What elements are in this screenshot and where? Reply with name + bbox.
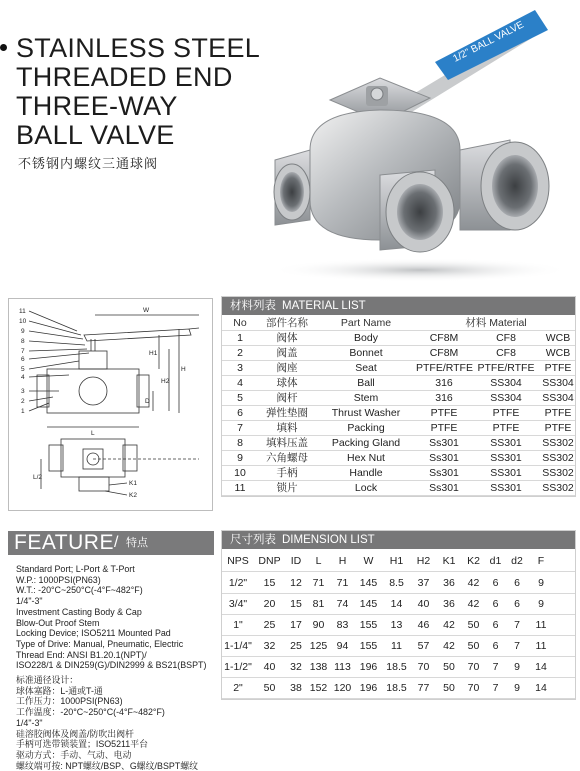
dimension-row <box>222 636 575 657</box>
dimension-cell: 9 <box>514 682 520 694</box>
material-cell-no: 3 <box>237 362 243 374</box>
dimension-cell: 13 <box>390 619 403 631</box>
material-cell-en: Ball <box>357 377 375 389</box>
feature-line-cn: 手柄可选带锁装置；ISO5211平台 <box>16 739 148 750</box>
dimension-list-table <box>221 530 576 700</box>
dim-label-k1: K1 <box>129 480 137 487</box>
material-cell-m3: WCB <box>545 332 571 344</box>
material-row <box>222 436 575 451</box>
dimension-cell: 40 <box>263 661 276 673</box>
material-cell-cn: 阀体 <box>276 332 298 344</box>
material-cell-en: Body <box>354 332 378 344</box>
material-cell-m3: PTFE <box>544 362 572 374</box>
material-cell-m1: Ss301 <box>429 482 459 494</box>
dim-label-h2: H2 <box>161 378 170 385</box>
dimension-cell: 57 <box>417 640 430 652</box>
material-list-table <box>221 296 576 497</box>
material-cell-en: Thrust Washer <box>331 407 401 419</box>
material-cell-m3: SS302 <box>542 437 574 449</box>
feature-line: 1/4"-3" <box>16 596 43 607</box>
product-photo <box>270 0 580 285</box>
dimension-col-5: W <box>363 555 374 567</box>
dimension-cell: 14 <box>535 661 547 673</box>
material-cell-m1: PTFE <box>430 422 458 434</box>
dimension-col-12: F <box>537 555 545 567</box>
dimension-header-en: DIMENSION LIST <box>282 534 375 546</box>
dimension-cell: 1" <box>233 619 243 631</box>
dimension-cell: 71 <box>312 577 325 589</box>
material-cell-no: 7 <box>237 422 243 434</box>
dimension-cell: 70 <box>467 661 480 673</box>
material-cell-m2: PTFE <box>492 407 520 419</box>
feature-line: Thread End: ANSI B1.20.1(NPT)/ <box>16 649 147 660</box>
dimension-cell: 6 <box>492 598 499 610</box>
material-cell-en: Packing <box>347 422 385 434</box>
material-cell-m1: Ss301 <box>429 452 459 464</box>
part-label-7: 7 <box>21 348 25 355</box>
dimension-cell: 6 <box>492 619 499 631</box>
dimension-cell: 77 <box>417 682 430 694</box>
dimension-cell: 11 <box>535 640 547 652</box>
material-cell-m1: PTFE <box>430 407 458 419</box>
material-cell-m2: CF8 <box>496 332 516 344</box>
dimension-row <box>222 657 575 678</box>
material-cell-m1: CF8M <box>429 332 459 344</box>
dimension-cell: 36 <box>443 577 455 589</box>
dimension-cell: 11 <box>535 619 547 631</box>
dim-label-h: H <box>181 366 186 373</box>
material-cell-cn: 阀盖 <box>276 347 298 359</box>
part-label-5: 5 <box>21 366 25 373</box>
dimension-cell: 20 <box>263 598 276 610</box>
dimension-header-cn: 尺寸列表 <box>230 534 276 546</box>
dimension-cell: 18.5 <box>386 682 407 694</box>
material-cell-m2: PTFE <box>492 422 520 434</box>
dim-label-k2: K2 <box>129 492 137 499</box>
dimension-cell: 155 <box>359 619 378 631</box>
dim-label-w: W <box>143 307 150 314</box>
dimension-cell: 7 <box>492 661 499 673</box>
material-cell-m1: Ss301 <box>429 437 459 449</box>
dimension-cell: 9 <box>538 577 544 589</box>
feature-line: Locking Device; ISO5211 Mounted Pad <box>16 628 171 639</box>
material-cell-no: 5 <box>237 392 243 404</box>
material-cell-cn: 球体 <box>276 377 298 389</box>
material-cell-m2: SS301 <box>490 437 522 449</box>
title-line-1: STAINLESS STEEL <box>16 33 261 63</box>
dimension-cell: 42 <box>443 640 455 652</box>
feature-line: W.T.: -20°C~250°C(-4°F~482°F) <box>16 585 143 596</box>
material-cell-cn: 六角螺母 <box>266 452 308 464</box>
dimension-cell: 25 <box>263 619 276 631</box>
dimension-cell: 6 <box>514 577 520 589</box>
dimension-col-9: K2 <box>467 555 480 567</box>
material-cell-no: 4 <box>237 377 243 389</box>
part-label-8: 8 <box>21 338 25 345</box>
dimension-cell: 46 <box>417 619 430 631</box>
material-row <box>222 421 575 436</box>
dimension-cell: 15 <box>290 598 302 610</box>
material-cell-m1: 316 <box>435 392 453 404</box>
material-cell-m2: SS301 <box>490 452 522 464</box>
dimension-cell: 50 <box>263 682 276 694</box>
dimension-cell: 14 <box>390 598 403 610</box>
dimension-cell: 81 <box>312 598 325 610</box>
material-cell-m2: SS301 <box>490 482 522 494</box>
dimension-cell: 40 <box>417 598 430 610</box>
dimension-row <box>222 615 575 636</box>
material-cell-m3: SS302 <box>542 452 574 464</box>
feature-line-cn: 标准通径设计： <box>16 675 79 686</box>
dimension-cell: 18.5 <box>386 661 407 673</box>
material-cell-m1: CF8M <box>429 347 459 359</box>
dimension-cell: 8.5 <box>389 577 404 589</box>
material-row <box>222 466 575 481</box>
dimension-cell: 138 <box>309 661 328 673</box>
dimension-cell: 145 <box>359 598 378 610</box>
dimension-col-6: H1 <box>389 555 404 567</box>
title-line-4: BALL VALVE <box>16 120 175 150</box>
dimension-cell: 7 <box>492 682 499 694</box>
feature-header <box>8 531 214 555</box>
material-cell-m3: PTFE <box>544 422 572 434</box>
dimension-cell: 6 <box>514 598 520 610</box>
feature-line: W.P.: 1000PSI(PN63) <box>16 574 101 585</box>
material-cell-m1: 316 <box>435 377 453 389</box>
dimension-cell: 120 <box>333 682 352 694</box>
dimension-col-3: L <box>315 555 322 567</box>
dimension-cell: 196 <box>359 661 378 673</box>
dimension-cell: 36 <box>443 598 455 610</box>
dimension-row <box>222 594 575 615</box>
feature-line: Investment Casting Body & Cap <box>16 606 142 617</box>
material-row <box>222 376 575 391</box>
feature-line: Blow-Out Proof Stem <box>16 617 100 628</box>
dimension-cell: 70 <box>417 661 430 673</box>
dimension-cell: 196 <box>359 682 378 694</box>
dimension-cell: 155 <box>359 640 378 652</box>
feature-line-cn: 驱动方式：手动、气动、电动 <box>16 749 132 760</box>
part-label-11: 11 <box>19 308 26 315</box>
col-part-name: Part Name <box>340 317 392 329</box>
feature-line: Type of Drive: Manual, Pneumatic, Electric <box>16 638 184 649</box>
material-cell-no: 6 <box>237 407 243 419</box>
dimension-cell: 9 <box>538 598 544 610</box>
feature-line-cn: 1/4"-3" <box>16 717 43 728</box>
col-cn-name: 部件名称 <box>266 317 308 329</box>
feature-line-cn: 螺纹端可按: NPT螺纹/BSP、G螺纹/BSPT螺纹 <box>16 760 198 771</box>
feature-line-cn: 球体塞路：L-通或T-通 <box>16 685 103 696</box>
material-cell-en: Packing Gland <box>331 437 401 449</box>
feature-title: FEATURE <box>14 531 114 554</box>
part-label-9: 9 <box>21 328 25 335</box>
handle-label: 1/2" BALL VALVE <box>451 19 526 65</box>
material-cell-m3: WCB <box>545 347 571 359</box>
col-material: 材料 Material <box>465 317 527 329</box>
dimension-cell: 12 <box>290 577 302 589</box>
dimension-col-11: d2 <box>511 555 523 567</box>
material-cell-cn: 弹性垫圈 <box>266 407 308 419</box>
dimension-cell: 1-1/2" <box>224 661 252 673</box>
material-header-cn: 材料列表 <box>230 300 276 312</box>
material-row <box>222 451 575 466</box>
material-cell-en: Stem <box>353 392 379 404</box>
page-title <box>16 34 266 150</box>
feature-line-cn: 硅溶胶阀体及阀盖/防吹出阀杆 <box>16 728 134 739</box>
dim-label-l: L <box>91 430 95 437</box>
dimension-cell: 42 <box>467 598 480 610</box>
material-cell-m2: SS304 <box>490 392 522 404</box>
material-cell-no: 9 <box>237 452 243 464</box>
dimension-cell: 17 <box>290 619 302 631</box>
dimension-cell: 3/4" <box>228 598 248 610</box>
material-cell-no: 2 <box>237 347 243 359</box>
dimension-cell: 6 <box>492 640 499 652</box>
material-row <box>222 346 575 361</box>
col-no: No <box>233 317 247 329</box>
dimension-cell: 71 <box>336 577 349 589</box>
material-cell-en: Handle <box>349 467 383 479</box>
page-subtitle: 不锈钢内螺纹三通球阀 <box>18 157 159 172</box>
dimension-cell: 125 <box>309 640 328 652</box>
material-cell-m3: SS304 <box>542 392 574 404</box>
part-label-3: 3 <box>21 388 25 395</box>
dimension-cell: 7 <box>514 640 520 652</box>
feature-line-cn: 工作温度：-20°C~250°C(-4°F~482°F) <box>16 707 165 718</box>
material-cell-m2: SS304 <box>490 377 522 389</box>
dimension-cell: 2" <box>233 682 243 694</box>
technical-drawing <box>8 298 213 511</box>
dimension-cell: 50 <box>467 640 480 652</box>
feature-separator: / <box>114 534 119 551</box>
material-cell-en: Lock <box>354 482 378 494</box>
dimension-cell: 15 <box>263 577 276 589</box>
material-cell-no: 10 <box>234 467 246 479</box>
dimension-cell: 11 <box>391 640 402 652</box>
dimension-cell: 7 <box>514 619 520 631</box>
feature-line-cn: 工作压力：1000PSI(PN63) <box>16 696 123 707</box>
material-cell-cn: 手柄 <box>276 467 298 479</box>
dim-label-d: D <box>145 398 150 405</box>
dimension-cell: 145 <box>359 577 378 589</box>
material-cell-m3: SS302 <box>542 482 574 494</box>
material-row <box>222 481 575 496</box>
part-label-2: 2 <box>21 398 25 405</box>
title-line-3: THREE-WAY <box>16 91 178 121</box>
title-bullet <box>0 44 7 51</box>
drawing-svg <box>9 299 214 512</box>
dim-label-h1: H1 <box>149 350 158 357</box>
material-row <box>222 406 575 421</box>
dimension-column-headers <box>222 550 575 572</box>
dimension-col-0: NPS <box>227 555 249 567</box>
material-cell-en: Seat <box>355 362 377 374</box>
material-header-en: MATERIAL LIST <box>282 300 366 312</box>
dimension-cell: 9 <box>514 661 520 673</box>
dimension-cell: 94 <box>336 640 349 652</box>
material-list-header <box>222 297 575 315</box>
dimension-cell: 1/2" <box>228 577 248 589</box>
dimension-list-header <box>222 531 575 549</box>
material-row <box>222 361 575 376</box>
part-label-10: 10 <box>19 318 27 325</box>
material-cell-cn: 锁片 <box>276 482 298 494</box>
part-label-4: 4 <box>21 374 25 381</box>
material-cell-cn: 填料压盖 <box>266 437 308 449</box>
material-cell-no: 1 <box>237 332 243 344</box>
dimension-col-1: DNP <box>258 555 281 567</box>
title-line-2: THREADED END <box>16 62 233 92</box>
dimension-cell: 90 <box>312 619 325 631</box>
material-cell-m3: SS302 <box>542 467 574 479</box>
dimension-col-4: H <box>338 555 347 567</box>
dimension-cell: 38 <box>290 682 302 694</box>
dimension-row <box>222 678 575 699</box>
dimension-cell: 50 <box>443 661 455 673</box>
part-label-6: 6 <box>21 356 25 363</box>
dimension-cell: 74 <box>336 598 349 610</box>
material-cell-cn: 填料 <box>276 422 298 434</box>
material-row <box>222 391 575 406</box>
dimension-col-10: d1 <box>489 555 502 567</box>
feature-list <box>16 564 216 771</box>
dimension-cell: 70 <box>467 682 480 694</box>
dimension-col-8: K1 <box>442 555 456 567</box>
material-cell-en: Bonnet <box>349 347 383 359</box>
material-cell-m2: SS301 <box>490 467 522 479</box>
dimension-cell: 50 <box>443 682 455 694</box>
dimension-cell: 1-1/4" <box>224 640 252 652</box>
material-cell-m3: PTFE <box>544 407 572 419</box>
feature-line: Standard Port; L-Port & T-Port <box>16 564 135 574</box>
dimension-col-2: ID <box>290 555 302 567</box>
dimension-cell: 14 <box>535 682 547 694</box>
dimension-cell: 50 <box>467 619 480 631</box>
dimension-cell: 42 <box>443 619 455 631</box>
material-cell-m2: CF8 <box>496 347 516 359</box>
dimension-cell: 152 <box>309 682 328 694</box>
dimension-col-7: H2 <box>416 555 431 567</box>
material-row <box>222 331 575 346</box>
material-cell-m1: PTFE/RTFE <box>416 362 473 374</box>
dimension-cell: 113 <box>334 661 351 673</box>
material-cell-m2: PTFE/RTFE <box>477 362 535 374</box>
material-cell-cn: 阀杆 <box>276 392 298 404</box>
dimension-cell: 25 <box>290 640 302 652</box>
dimension-cell: 6 <box>492 577 499 589</box>
material-column-headers <box>222 316 575 331</box>
dimension-cell: 42 <box>467 577 480 589</box>
material-cell-m3: SS304 <box>542 377 574 389</box>
feature-line: ISO228/1 & DIN259(G)/DIN2999 & BS21(BSPT) <box>16 660 207 671</box>
material-cell-no: 8 <box>237 437 243 449</box>
feature-title-cn: 特点 <box>126 537 148 549</box>
dimension-cell: 37 <box>417 577 430 589</box>
material-cell-no: 11 <box>234 482 246 494</box>
dimension-cell: 32 <box>263 640 276 652</box>
material-cell-m1: Ss301 <box>429 467 459 479</box>
dim-label-l2: L/2 <box>33 474 43 481</box>
material-cell-en: Hex Nut <box>347 452 385 464</box>
dimension-cell: 32 <box>290 661 302 673</box>
material-cell-cn: 阀座 <box>276 362 298 374</box>
part-label-1: 1 <box>21 408 25 415</box>
dimension-cell: 83 <box>336 619 349 631</box>
dimension-row <box>222 573 575 594</box>
